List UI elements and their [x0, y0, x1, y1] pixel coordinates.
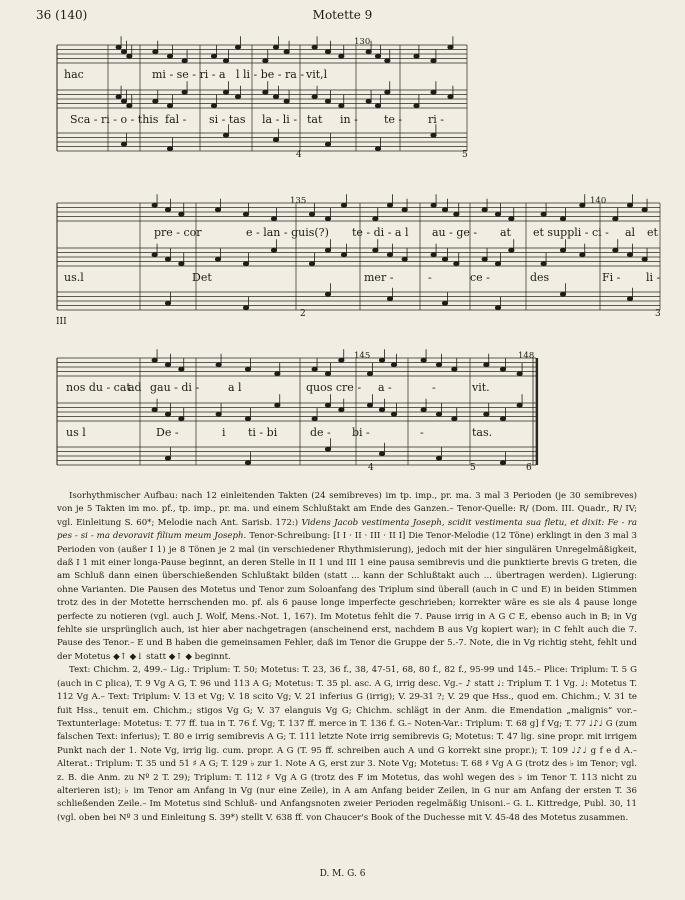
- s3-upper-lyric-7: -: [432, 381, 436, 394]
- s1-middle-lyric-1: Sca - ri - o - this: [70, 113, 159, 126]
- s3-upper-lyric-2: ad: [128, 381, 142, 394]
- s3-tenor-number-6: 6: [526, 463, 532, 473]
- page-title: Motette 9: [312, 8, 373, 22]
- measure-number-145: 145: [354, 351, 371, 361]
- s1-middle-lyric-6: in -: [340, 113, 358, 126]
- s2-upper-lyric-8: et: [647, 226, 658, 239]
- s3-middle-lyric-5: de -: [310, 426, 331, 439]
- s2-middle-lyric-4: -: [428, 271, 432, 284]
- commentary-p1-b: Tenor-Schreibung: [I I · II · III · II I] Die Tenor-Melodie (12 Töne) erklingt in den 3 mal 3 Perioden von (außer I 1) je 8 Tönen je 2 mal (in verschiedener Rhythmisierung), jedoch mit der hier singulären Unregelmäßigkeit, daß I 1 mit einer longa-Pause beginnt, an deren Stelle in II 1 und III 1 eine pausa semibrevis und die punktierte brevis G treten, die am Schluß dann einen überschießenden Schlußtakt bilden (statt ... kann der Schlußtakt auch ... übertragen werden). Ligierung: ohne Varianten. Die Pausen des Motetus und Tenor zum Soloanfang des Triplum sind überall (auch in C und E) in beiden Stimmen trotz des in der Motette herrschenden mo. pf. als 6 pause longe imperfecte geschrieben; korrekter wäre es sie als 4 pause longe perfecte zu notieren (vgl. auch J. Wolf, Mens.-Not. 1, 167). Im Motetus fehlt die 7. Pause irrig in A G C E, ebenso auch in B; in Vg fehlte sie ursprünglich auch, ist hier aber nachgetragen (anscheinend erst, nachdem B aus Vg kopiert war); in C fehlt auch die 7. Pause des Tenor.– E und B haben die gemeinsamen Fehler, daß im Tenor die Gruppe der 5.-7. Note, die in Vg richtig steht, fehlt und der Motetus ◆↑ ◆↓ statt ◆↑ ◆ beginnt.: [57, 531, 637, 662]
- s2-middle-lyric-8: li -: [646, 271, 661, 284]
- s2-middle-lyric-5: ce -: [470, 271, 490, 284]
- s1-tenor-number-4: 4: [296, 150, 302, 160]
- commentary-paragraph-2: Text: Chichm. 2, 499.– Lig.: Triplum: T. 50; Motetus: T. 23, 36 f., 38, 47-51, 68, 80 f., 82 f., 95-99 und 145.– Plice: Triplum: T. 5 G (auch in C plica), T. 9 Vg A G, T. 96 und 113 A G; Motetus: T. 35 pl. asc. A G, irrig desc. Vg.– ♪ statt ♩: Triplum T. 1 Vg. ♩: Motetus T. 112 Vg A.– Text: Triplum: V. 13 et Vg; V. 18 scito Vg; V. 21 inferius G (irrig); V. 29-31 ?; V. 29 que Hss., quod em. Chichm.; V. 31 te fuit Hss., tenuit em. Chichm.; stigos Vg G; V. 37 elanguis Vg G; Chichm. schlägt in der Anm. die Emendation „malignis“ vor.– Textunterlage: Motetus: T. 77 ff. tua in T. 76 f. Vg; T. 137 ff. merce in T. 136 f. G.– Noten-Var.: Triplum: T. 68 g] f Vg; T. 77 ♩♪♩ G (zum falschen Text: inferius); T. 80 e irrig semibrevis A G; T. 111 letzte Note irrig semibrevis G; Motetus: T. 47 lig. sine propr. mit irrigem Punkt nach der 1. Note Vg, irrig lig. cum. propr. A G (T. 95 ff. schreiben auch A und G korrekt sine propr.); T. 109 ♩♪♩ g f e d A.– Alterat.: Triplum: T. 35 und 51 ♯ A G; T. 129 ♭ zur 1. Note A G, erst zur 3. Note Vg; Motetus: T. 68 ♯ Vg A G (trotz des ♭ im Tenor; vgl. z. B. die Anm. zu Nº 2 T. 29); Triplum: T. 112 ♯ Vg A G (trotz des F im Motetus, das wohl wegen des ♭ im Tenor T. 113 nicht zu alterieren ist); ♭ im Tenor am Anfang in Vg (nur eine Zeile), in A am Anfang beider Zeilen, in G nur am Anfang der ersten T. 36 schließenden Zeile.– Im Motetus sind Schluß- und Anfangsnoten zweier Perioden regelmäßig Unisoni.– G. L. Kittredge, Publ. 30, 11 (vgl. oben bei Nº 3 und Einleitung S. 39*) stellt V. 638 ff. von Chaucer's Book of the Duchesse mit V. 45-48 des Motetus zusammen.: [57, 665, 637, 823]
- s1-middle-lyric-2: fal -: [165, 113, 187, 126]
- s2-upper-lyric-1: pre - cor: [154, 226, 202, 239]
- s2-middle-lyric-7: Fi -: [602, 271, 621, 284]
- s3-middle-lyric-8: tas.: [472, 426, 493, 439]
- s3-upper-lyric-4: a l: [228, 381, 242, 394]
- s2-middle-lyric-1: us.l: [64, 271, 84, 284]
- s1-middle-lyric-8: ri -: [428, 113, 444, 126]
- commentary-incipit: Videns Jacob vestimenta Joseph, scidit vestimenta sua fletu, et dixit: Fe - ra pes - si - ma devoravit filium meum Joseph.: [57, 517, 637, 542]
- s2-tenor-label: III: [56, 317, 67, 327]
- s3-middle-lyric-1: us l: [66, 426, 86, 439]
- commentary-p1-a: Isorhythmischer Aufbau: nach 12 einleitenden Takten (24 semibreves) im tp. imp., pr. ma. 3 mal 3 Perioden (je 30 semibreves) von je 5 Takten im mo. pf., tp. imp., pr. ma. und einem Schlußtakt am Ende des Ganzen.– Tenor-Quelle: R/ (Dom. III. Quadr., R/ IV; vgl. Einleitung S. 60*; Melodie nach Ant. Sarisb. 172:): [57, 491, 637, 528]
- s2-tenor-number-3: 3: [655, 309, 661, 319]
- s2-upper-lyric-4: au - ge -: [432, 226, 478, 239]
- s2-upper-lyric-3: te - di - a l: [352, 226, 409, 239]
- s1-upper-lyric-2: mi - se - ri - a: [152, 68, 226, 81]
- s3-upper-lyric-6: a -: [378, 381, 392, 394]
- page-footer: D. M. G. 6: [319, 869, 366, 879]
- s1-middle-lyric-5: tat: [307, 113, 323, 126]
- s3-upper-lyric-3: gau - di -: [150, 381, 200, 394]
- s3-middle-lyric-4: ti - bi: [248, 426, 278, 439]
- s2-upper-lyric-6: et suppli - ci -: [533, 226, 609, 239]
- commentary-paragraph-1: [57, 490, 637, 664]
- s1-upper-lyric-1: hac: [64, 68, 84, 81]
- s1-upper-lyric-3: l li - be - ra -: [236, 68, 305, 81]
- s2-upper-lyric-7: al: [625, 226, 636, 239]
- s3-upper-lyric-1: nos du - cat: [66, 381, 131, 394]
- measure-number-148: 148: [518, 351, 535, 361]
- s2-upper-lyric-5: at: [500, 226, 511, 239]
- measure-number-140: 140: [590, 196, 607, 206]
- s3-upper-lyric-8: vit.: [472, 381, 490, 394]
- s1-middle-lyric-3: si - tas: [209, 113, 246, 126]
- s3-tenor-number-5: 5: [470, 463, 476, 473]
- s1-tenor-number-5: 5: [462, 150, 468, 160]
- measure-number-130: 130: [354, 37, 371, 47]
- s1-middle-lyric-7: te -: [384, 113, 403, 126]
- s2-middle-lyric-3: mer -: [364, 271, 394, 284]
- s3-middle-lyric-7: -: [420, 426, 424, 439]
- s3-middle-lyric-6: bi -: [352, 426, 370, 439]
- critical-commentary: [57, 490, 637, 825]
- s2-tenor-number-2: 2: [300, 309, 306, 319]
- s1-middle-lyric-4: la - li -: [262, 113, 298, 126]
- s3-tenor-number-4: 4: [368, 463, 374, 473]
- page-number: 36 (140): [36, 8, 88, 22]
- s3-middle-lyric-3: i: [222, 426, 226, 439]
- s2-middle-lyric-6: des: [530, 271, 550, 284]
- measure-number-135: 135: [290, 196, 307, 206]
- s2-upper-lyric-2: e - lan - guis(?): [246, 226, 329, 239]
- s3-middle-lyric-2: De -: [156, 426, 179, 439]
- s1-upper-lyric-4: vit,l: [306, 68, 328, 81]
- s2-middle-lyric-2: Det: [192, 271, 212, 284]
- s3-upper-lyric-5: quos cre -: [306, 381, 362, 394]
